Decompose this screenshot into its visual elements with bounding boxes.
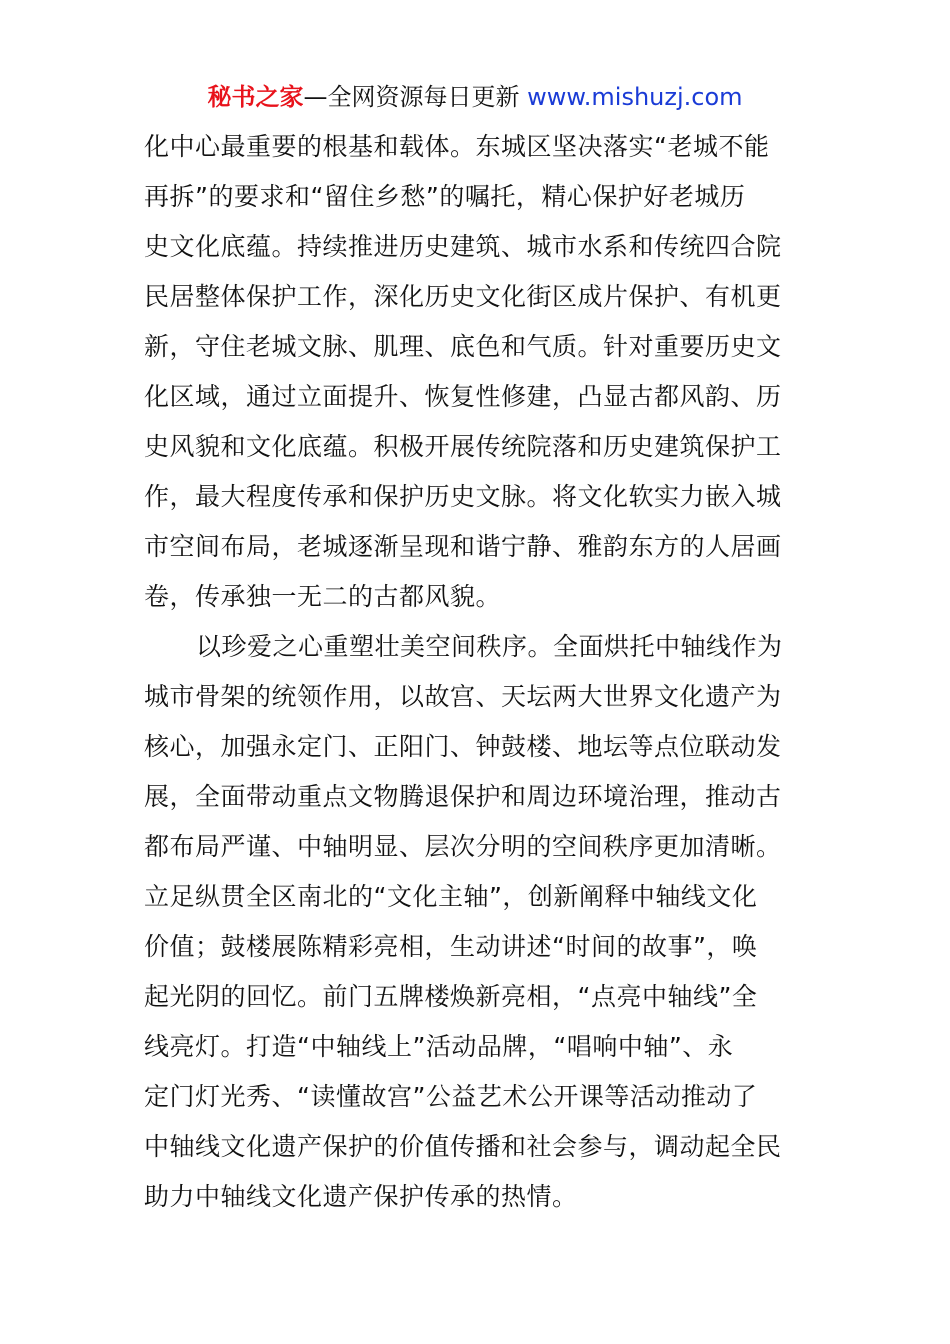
document-body — [144, 122, 810, 1222]
text-line: 市空间布局，老城逐渐呈现和谐宁静、雅韵东方的人居画 — [144, 532, 782, 561]
text-line: 史风貌和文化底蕴。积极开展传统院落和历史建筑保护工 — [144, 432, 782, 461]
text-line: 中轴线文化遗产保护的价值传播和社会参与，调动起全民 — [144, 1132, 782, 1161]
site-url-link[interactable]: www.mishuzj.com — [527, 83, 743, 111]
text-line: 定门灯光秀、“读懂故宫”公益艺术公开课等活动推动了 — [144, 1082, 758, 1111]
text-line: 线亮灯。打造“中轴线上”活动品牌，“唱响中轴”、永 — [144, 1032, 734, 1061]
site-header — [0, 80, 950, 114]
text-line: 价值；鼓楼展陈精彩亮相，生动讲述“时间的故事”，唤 — [144, 932, 758, 961]
text-line: 城市骨架的统领作用，以故宫、天坛两大世界文化遗产为 — [144, 682, 782, 711]
text-line: 化中心最重要的根基和载体。东城区坚决落实“老城不能 — [144, 132, 770, 161]
text-line: 作，最大程度传承和保护历史文脉。将文化软实力嵌入城 — [144, 482, 782, 511]
text-line: 展，全面带动重点文物腾退保护和周边环境治理，推动古 — [144, 782, 782, 811]
text-line: 助力中轴线文化遗产保护传承的热情。 — [144, 1182, 578, 1211]
text-line: 化区域，通过立面提升、恢复性修建，凸显古都风韵、历 — [144, 382, 782, 411]
text-line: 都布局严谨、中轴明显、层次分明的空间秩序更加清晰。 — [144, 832, 782, 861]
text-line: 再拆”的要求和“留住乡愁”的嘱托，精心保护好老城历 — [144, 182, 746, 211]
text-line: 新，守住老城文脉、肌理、底色和气质。针对重要历史文 — [144, 332, 782, 361]
text-line: 立足纵贯全区南北的“文化主轴”，创新阐释中轴线文化 — [144, 882, 758, 911]
header-tagline: —全网资源每日更新 — [303, 83, 528, 111]
text-line: 民居整体保护工作，深化历史文化街区成片保护、有机更 — [144, 282, 782, 311]
text-line: 史文化底蕴。持续推进历史建筑、城市水系和传统四合院 — [144, 232, 782, 261]
text-line: 起光阴的回忆。前门五牌楼焕新亮相，“点亮中轴线”全 — [144, 982, 758, 1011]
brand-name: 秘书之家 — [207, 83, 304, 111]
text-line: 卷，传承独一无二的古都风貌。 — [144, 582, 502, 611]
text-line: 以珍爱之心重塑壮美空间秩序。全面烘托中轴线作为 — [196, 632, 783, 661]
text-line: 核心，加强永定门、正阳门、钟鼓楼、地坛等点位联动发 — [144, 732, 782, 761]
